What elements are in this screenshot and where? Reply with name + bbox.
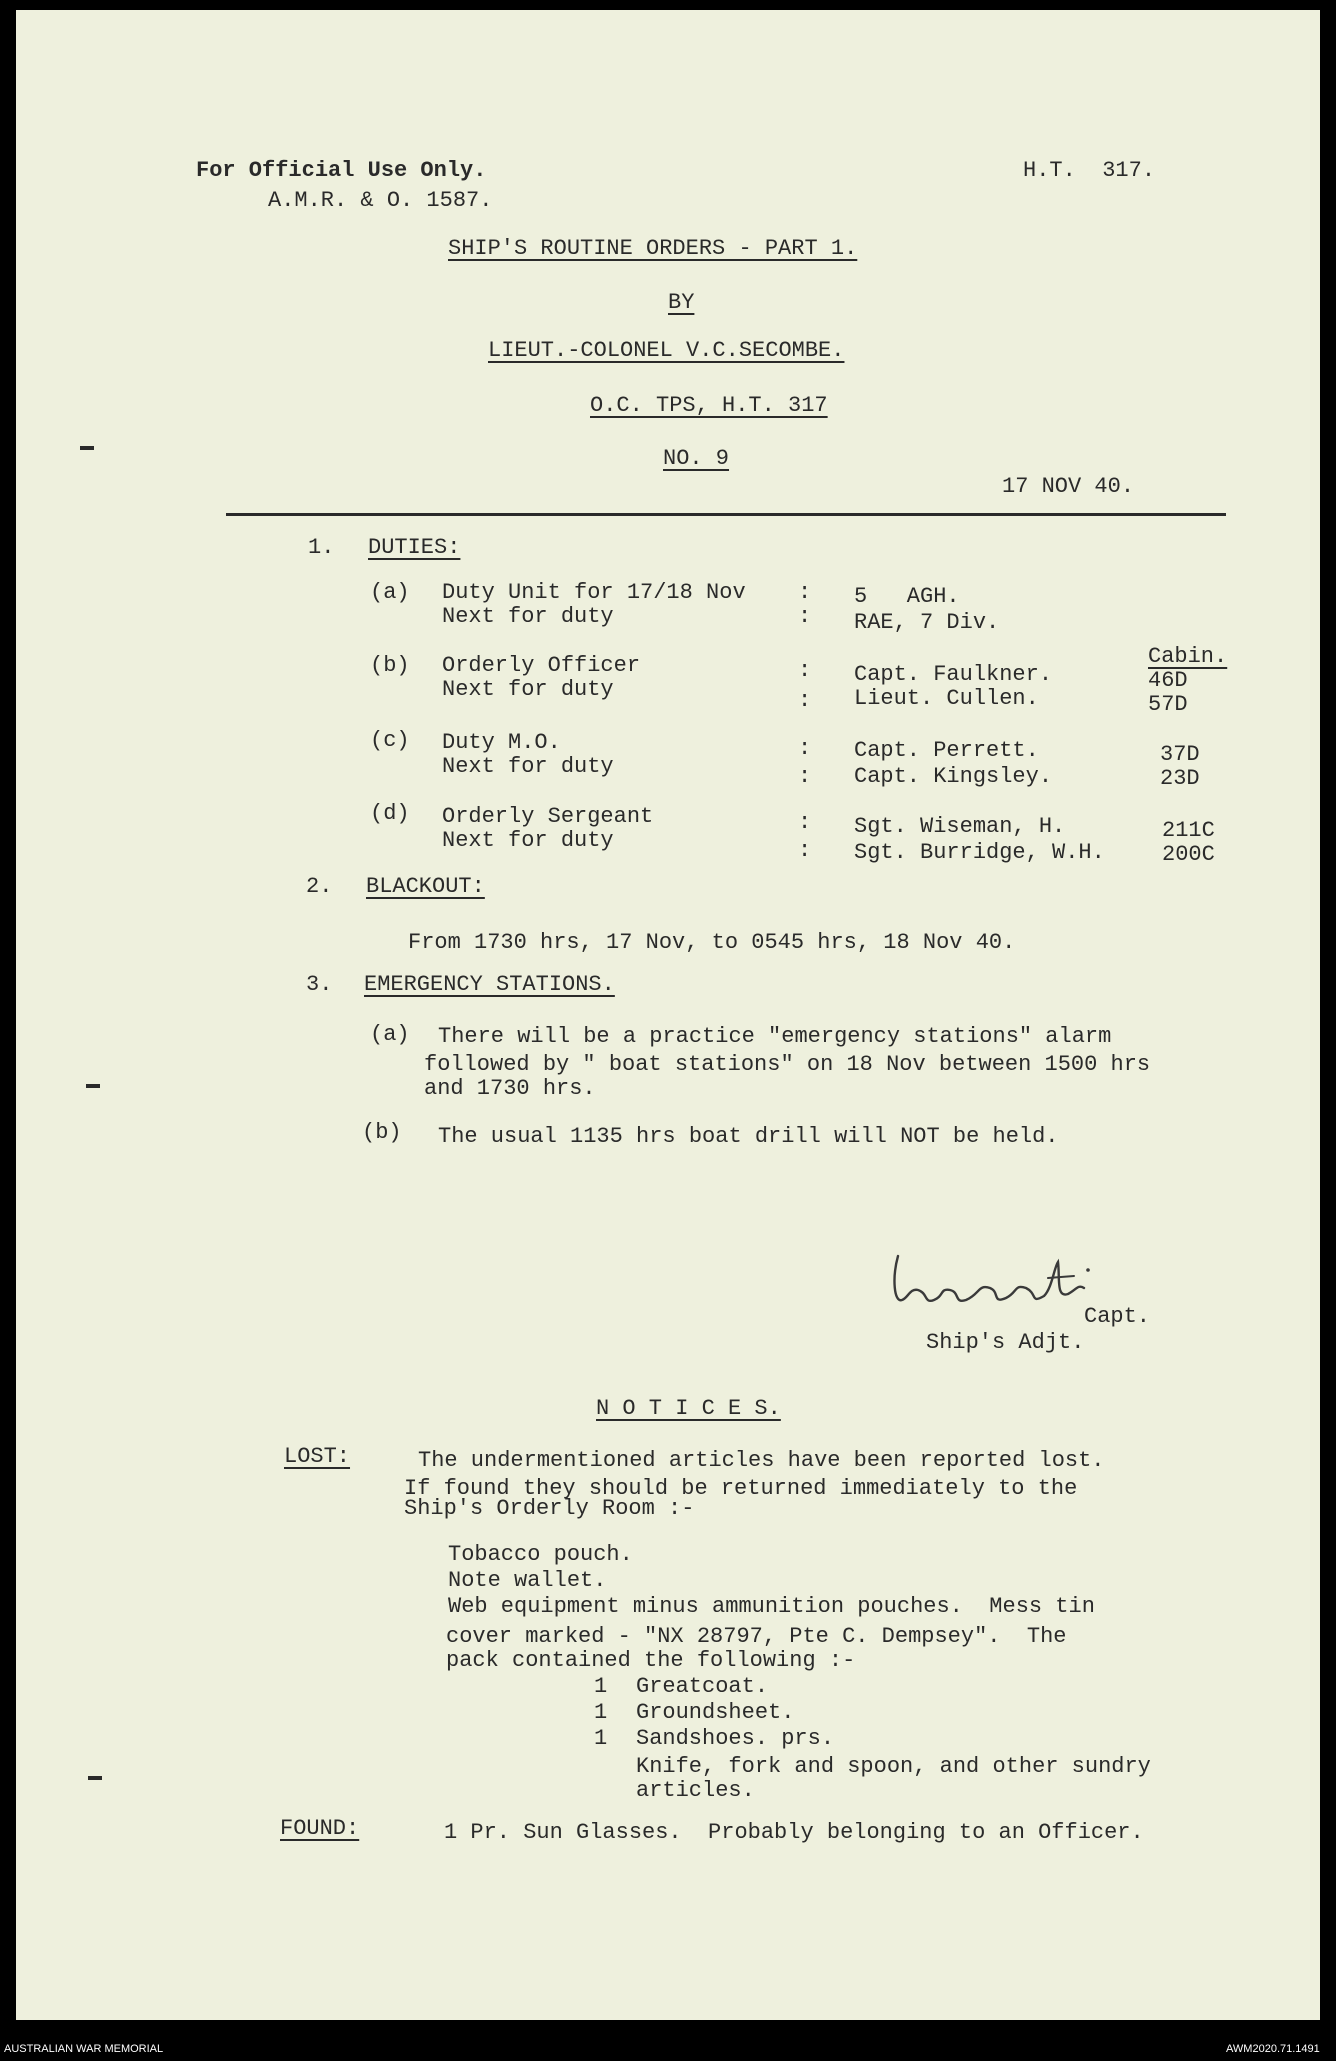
signature-rank: Capt. (1084, 1304, 1151, 1329)
notices-heading: N O T I C E S. (596, 1396, 781, 1421)
lost-line-1: The undermentioned articles have been reported lost. (418, 1448, 1105, 1473)
lost-line-3: Ship's Orderly Room :- (404, 1496, 695, 1521)
duty-next-cabin-d: 200C (1162, 842, 1215, 867)
duty-cabin-d: 211C (1162, 818, 1215, 843)
colon-mark: : (798, 658, 812, 683)
duty-letter-a: (a) (370, 580, 410, 605)
colon-mark: : (798, 736, 812, 761)
colon-mark: : (798, 688, 812, 713)
lost-item-2: Note wallet. (448, 1568, 607, 1593)
footer-source: AUSTRALIAN WAR MEMORIAL (4, 2043, 164, 2055)
blackout-text: From 1730 hrs, 17 Nov, to 0545 hrs, 18 Nov 40. (408, 930, 1016, 955)
duty-next-cabin-c: 23D (1160, 766, 1200, 791)
footer-reference: AWM2020.71.1491 (1226, 2043, 1320, 2055)
official-use-label: For Official Use Only. (196, 158, 487, 183)
separator-rule (226, 513, 1226, 516)
found-text: 1 Pr. Sun Glasses. Probably belonging to an Officer. (444, 1820, 1144, 1845)
duty-name-d: Sgt. Wiseman, H. (854, 814, 1066, 839)
duty-cabin-c: 37D (1160, 742, 1200, 767)
cabin-header: Cabin. (1148, 644, 1228, 669)
pack-qty-3: 1 (594, 1726, 608, 1751)
duty-next-cabin-b: 57D (1148, 692, 1188, 717)
colon-mark: : (798, 764, 812, 789)
pack-qty-1: 1 (594, 1674, 608, 1699)
duty-name-c: Capt. Perrett. (854, 738, 1039, 763)
duties-heading: DUTIES: (368, 535, 461, 560)
duty-role-a: Duty Unit for 17/18 Nov (442, 580, 746, 605)
duty-next-name-a: RAE, 7 Div. (854, 610, 1000, 635)
emergency-a-line-3: and 1730 hrs. (424, 1076, 596, 1101)
signature-title: Ship's Adjt. (926, 1330, 1085, 1355)
pack-qty-2: 1 (594, 1700, 608, 1725)
duties-number: 1. (308, 535, 335, 560)
lost-item-1: Tobacco pouch. (448, 1542, 633, 1567)
orders-date: 17 NOV 40. (1002, 474, 1135, 499)
lost-item-4: cover marked - "NX 28797, Pte C. Dempsey". The (446, 1624, 1067, 1649)
blackout-heading: BLACKOUT: (366, 874, 485, 899)
duty-next-name-d: Sgt. Burridge, W.H. (854, 840, 1105, 865)
colon-mark: : (798, 604, 812, 629)
colon-mark: : (798, 810, 812, 835)
pack-item-4: Knife, fork and spoon, and other sundry (636, 1754, 1151, 1779)
lost-item-3: Web equipment minus ammunition pouches. Mess tin (448, 1594, 1095, 1619)
emergency-a-line-2: followed by " boat stations" on 18 Nov between 1500 hrs (424, 1052, 1151, 1077)
colon-mark: : (798, 580, 812, 605)
margin-mark (88, 1776, 102, 1780)
duty-next-b: Next for duty (442, 677, 614, 702)
margin-mark (80, 446, 94, 450)
emergency-letter-a: (a) (370, 1022, 410, 1047)
duty-next-name-c: Capt. Kingsley. (854, 764, 1053, 789)
orders-title: SHIP'S ROUTINE ORDERS - PART 1. (448, 236, 858, 261)
colon-mark: : (798, 838, 812, 863)
orders-number: NO. 9 (663, 446, 730, 471)
duty-letter-b: (b) (370, 653, 410, 678)
duty-next-a: Next for duty (442, 604, 614, 629)
pack-item-1: Greatcoat. (636, 1674, 769, 1699)
duty-name-a: 5 AGH. (854, 584, 960, 609)
duty-next-d: Next for duty (442, 828, 614, 853)
emergency-letter-b: (b) (362, 1120, 402, 1145)
orders-unit: O.C. TPS, H.T. 317 (590, 393, 828, 418)
emergency-b-text: The usual 1135 hrs boat drill will NOT be held. (438, 1124, 1059, 1149)
found-label: FOUND: (280, 1816, 360, 1841)
pack-item-5: articles. (636, 1778, 755, 1803)
orders-by: BY (668, 290, 695, 315)
blackout-number: 2. (306, 874, 333, 899)
duty-cabin-b: 46D (1148, 668, 1188, 693)
lost-item-5: pack contained the following :- (446, 1648, 856, 1673)
margin-mark (86, 1084, 100, 1088)
duty-letter-c: (c) (370, 728, 410, 753)
lost-label: LOST: (284, 1444, 351, 1469)
emergency-a-line-1: There will be a practice "emergency stations" alarm (438, 1024, 1112, 1049)
orders-author: LIEUT.-COLONEL V.C.SECOMBE. (488, 338, 845, 363)
pack-item-2: Groundsheet. (636, 1700, 795, 1725)
duty-letter-d: (d) (370, 801, 410, 826)
pack-item-3: Sandshoes. prs. (636, 1726, 835, 1751)
duty-role-b: Orderly Officer (442, 653, 641, 678)
lost-line-2: If found they should be returned immediately to the (404, 1476, 1078, 1501)
duty-next-c: Next for duty (442, 754, 614, 779)
duty-next-name-b: Lieut. Cullen. (854, 686, 1039, 711)
duty-role-d: Orderly Sergeant (442, 804, 654, 829)
duty-name-b: Capt. Faulkner. (854, 662, 1053, 687)
emergency-number: 3. (306, 972, 333, 997)
amr-reference: A.M.R. & O. 1587. (268, 188, 493, 213)
emergency-heading: EMERGENCY STATIONS. (364, 972, 615, 997)
ht-number: H.T. 317. (1023, 158, 1156, 183)
duty-role-c: Duty M.O. (442, 730, 561, 755)
